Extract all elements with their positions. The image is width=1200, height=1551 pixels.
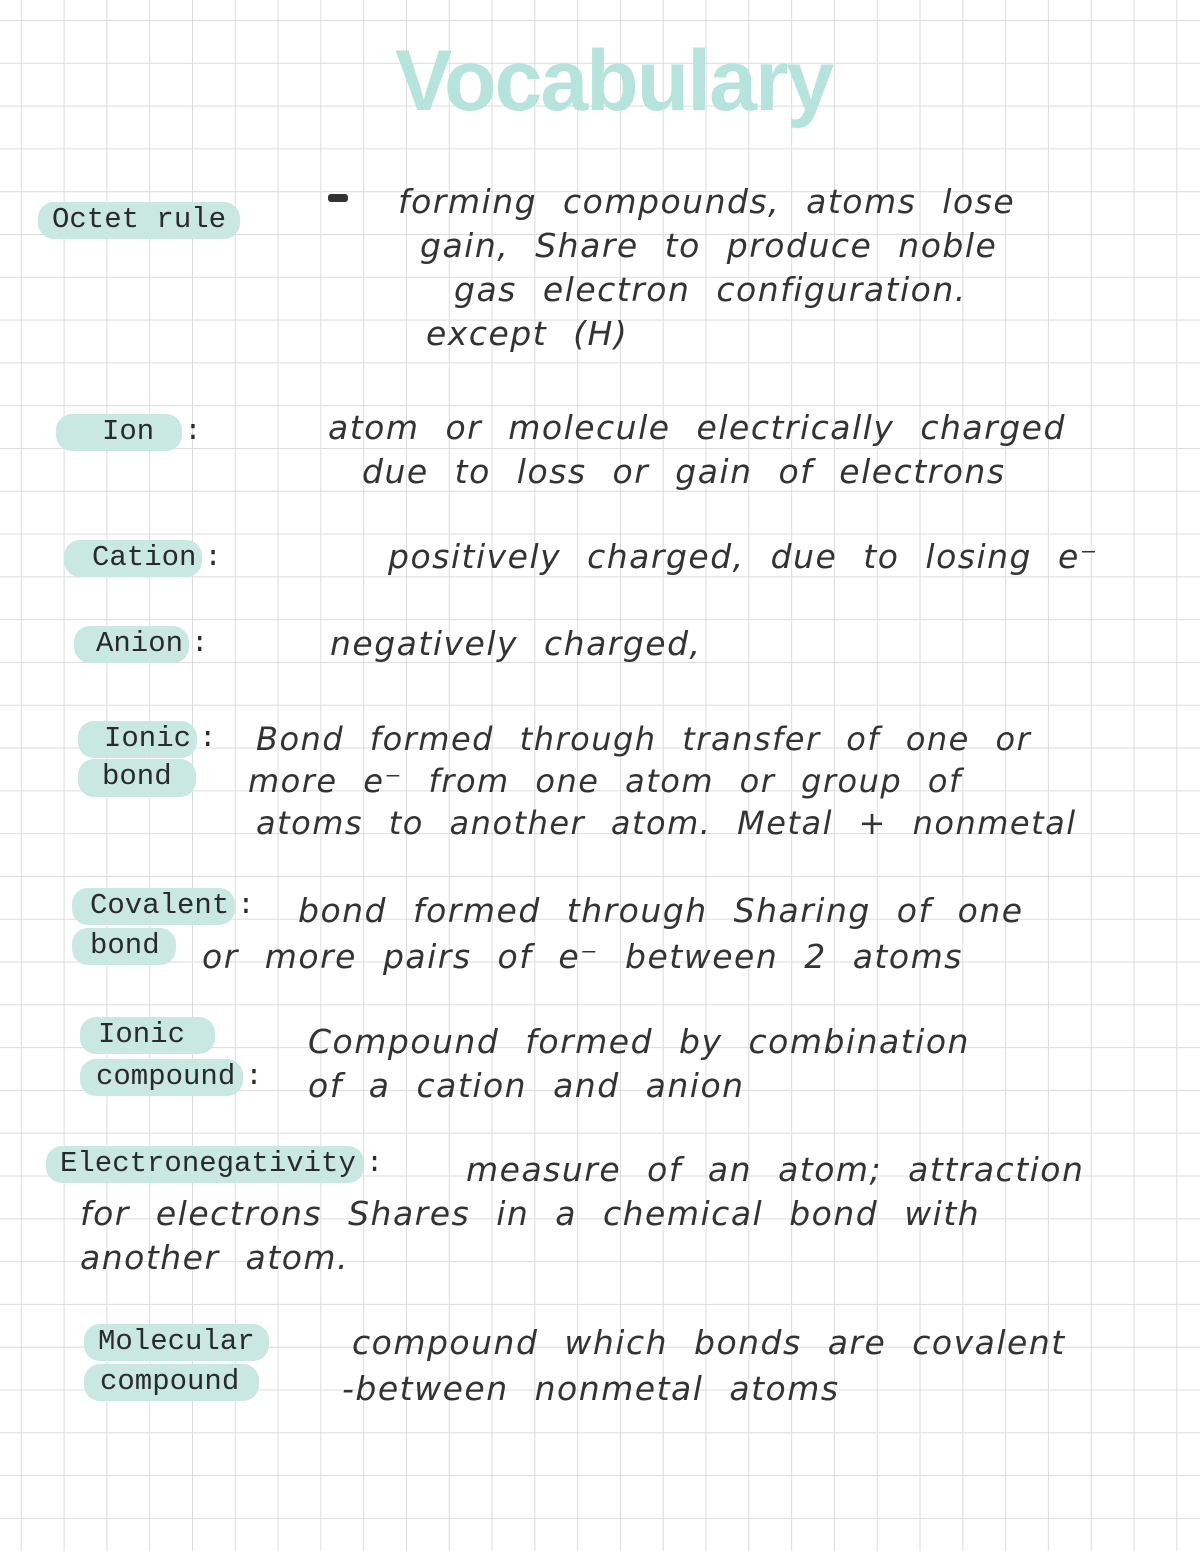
definition-anion <box>330 622 702 666</box>
term-label: bond <box>78 759 196 796</box>
term-label: Electronegativity <box>46 1146 364 1183</box>
definition-line: or more pairs of e⁻ between 2 atoms <box>202 937 963 976</box>
definition-ionic-bond <box>248 718 1077 844</box>
page-title: Vocabulary <box>395 33 833 129</box>
colon: : <box>184 415 202 448</box>
term-cation <box>64 540 222 577</box>
definition-line: for electrons Shares in a chemical bond with <box>80 1194 981 1233</box>
colon: : <box>191 627 209 660</box>
colon: : <box>245 1060 263 1093</box>
definition-line: Bond formed through transfer of one or <box>256 720 1032 758</box>
term-molecular-compound <box>84 1322 269 1402</box>
definition-line: atom or molecule electrically charged <box>328 408 1066 447</box>
definition-line: gain, Share to produce noble <box>420 226 998 265</box>
definition-line: bond formed through Sharing of one <box>298 891 1024 930</box>
term-label: Octet rule <box>38 202 240 239</box>
term-label: Covalent <box>72 888 235 925</box>
definition-line: atoms to another atom. Metal + nonmetal <box>256 804 1077 842</box>
definition-line: gas electron configuration. <box>454 270 967 309</box>
term-label: Anion <box>74 626 189 663</box>
definition-octet-rule <box>398 180 1015 356</box>
definition-ionic-compound <box>308 1020 970 1108</box>
term-label: Ionic <box>80 1017 215 1054</box>
definition-line: positively charged, due to losing e⁻ <box>388 537 1099 576</box>
definition-line: forming compounds, atoms lose <box>398 182 1016 221</box>
definition-ion <box>328 406 1066 494</box>
term-label: Molecular <box>84 1324 269 1361</box>
dash-mark <box>328 194 348 202</box>
definition-cation <box>388 535 1099 579</box>
definition-line: compound which bonds are covalent <box>352 1323 1066 1362</box>
definition-line: measure of an atom; attraction <box>466 1150 1085 1189</box>
term-label: Ionic <box>78 721 197 758</box>
colon: : <box>365 1147 384 1180</box>
colon: : <box>199 722 217 755</box>
definition-electronegativity <box>80 1148 1084 1280</box>
term-label: Ion <box>56 414 182 451</box>
definition-line: except (H) <box>426 314 629 353</box>
definition-covalent-bond <box>202 888 1024 980</box>
term-octet-rule <box>38 202 240 239</box>
term-label: compound <box>80 1059 243 1096</box>
term-label: Cation <box>64 540 202 577</box>
term-label: compound <box>84 1364 259 1401</box>
definition-line: negatively charged, <box>330 624 702 663</box>
term-label: bond <box>72 928 176 965</box>
definition-molecular-compound <box>342 1320 1066 1412</box>
definition-line: Compound formed by combination <box>308 1022 970 1061</box>
colon: : <box>204 541 222 574</box>
term-ion <box>56 414 202 451</box>
definition-line: -between nonmetal atoms <box>342 1369 840 1408</box>
definition-line: of a cation and anion <box>308 1066 745 1105</box>
definition-line: due to loss or gain of electrons <box>362 452 1006 491</box>
definition-line: another atom. <box>80 1238 350 1277</box>
term-anion <box>74 626 208 663</box>
definition-line: more e⁻ from one atom or group of <box>248 762 962 800</box>
term-ionic-compound <box>80 1014 263 1098</box>
term-ionic-bond <box>78 720 216 797</box>
colon: : <box>237 889 255 922</box>
